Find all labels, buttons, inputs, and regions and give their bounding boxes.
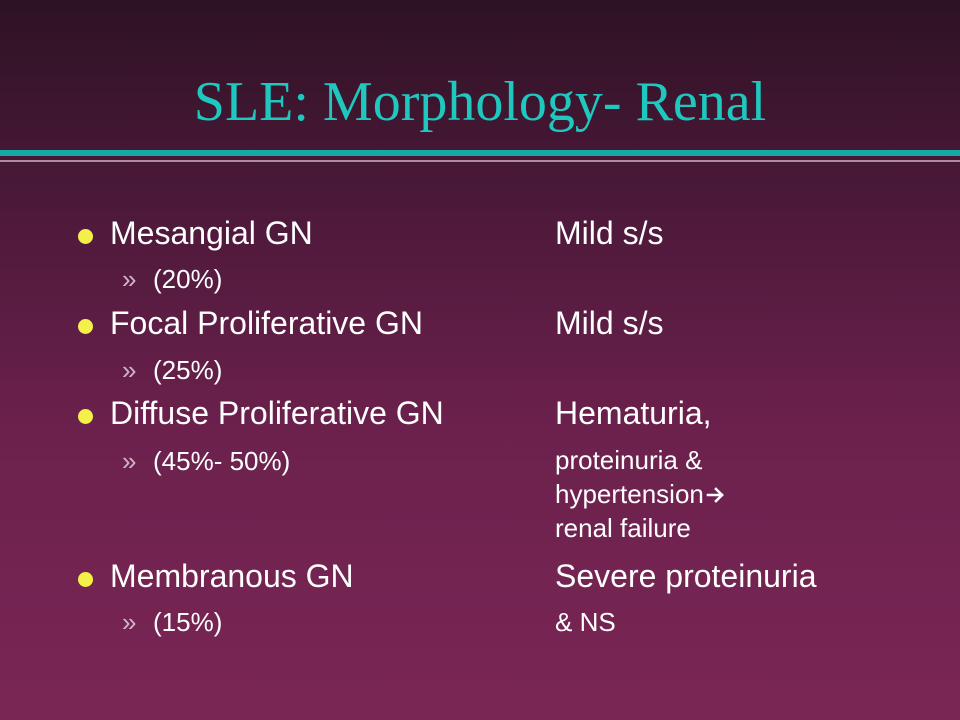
item-description-membranous: Severe proteinuria [555,558,817,594]
sub-bullet-marker: » [122,355,137,385]
bullet-dot-icon [78,409,93,424]
item-percentage-mesangial: (20%) [153,264,223,294]
right-arrow-icon [706,485,726,505]
item-description-diffuse-line3 [555,478,726,510]
item-label-membranous: Membranous GN [110,558,354,594]
item-label-diffuse: Diffuse Proliferative GN [110,395,444,431]
item-description-diffuse-line3-text: hypertension [555,479,704,509]
sub-bullet-marker: » [122,607,137,637]
item-description-mesangial: Mild s/s [555,215,664,251]
item-label-mesangial: Mesangial GN [110,215,313,251]
bullet-dot-icon [78,319,93,334]
item-description-membranous-line2: & NS [555,607,616,637]
item-description-diffuse: Hematuria, [555,395,712,431]
item-description-diffuse-line4: renal failure [555,513,691,543]
item-description-focal: Mild s/s [555,305,664,341]
bullet-dot-icon [78,572,93,587]
title-divider-thick [0,150,960,156]
item-percentage-focal: (25%) [153,355,223,385]
sub-bullet-marker: » [122,446,137,476]
bullet-dot-icon [78,229,93,244]
item-percentage-membranous: (15%) [153,607,223,637]
slide-title: SLE: Morphology- Renal [193,71,767,133]
item-percentage-diffuse: (45%- 50%) [153,446,291,476]
sub-bullet-marker: » [122,264,137,294]
title-divider-thin [0,160,960,162]
item-label-focal: Focal Proliferative GN [110,305,423,341]
item-description-diffuse-line2: proteinuria & [555,445,703,475]
